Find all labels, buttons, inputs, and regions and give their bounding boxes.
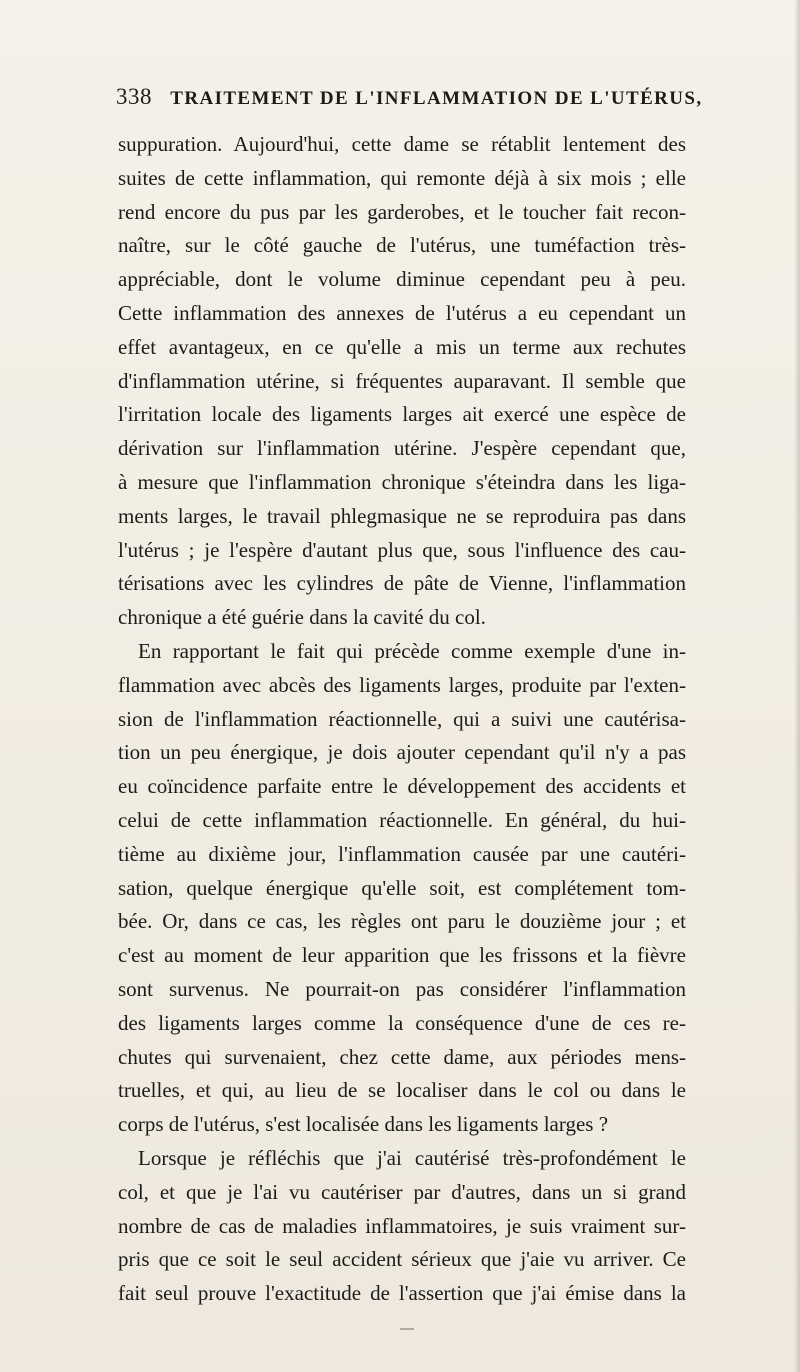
text-line: suites de cette inflammation, qui remonte déjà à six mois ; elle xyxy=(118,165,686,190)
text-line: ments larges, le travail phlegmasique ne se reproduira pas dans xyxy=(118,503,686,528)
text-line: celui de cette inflammation réactionnelle. En général, du hui- xyxy=(118,807,686,832)
text-line: corps de l'utérus, s'est localisée dans les ligaments larges ? xyxy=(118,1112,609,1137)
text-line: Lorsque je réfléchis que j'ai cautérisé très-profondément le xyxy=(138,1145,686,1170)
text-line: fait seul prouve l'exactitude de l'assertion que j'ai émise dans la xyxy=(118,1281,686,1306)
text-line: effet avantageux, en ce qu'elle a mis un terme aux rechutes xyxy=(118,334,686,359)
text-line: chutes qui survenaient, chez cette dame, aux périodes mens- xyxy=(118,1044,686,1069)
print-mark xyxy=(400,1328,414,1330)
text-line: flammation avec abcès des ligaments larges, produite par l'exten- xyxy=(118,672,686,697)
text-line: En rapportant le fait qui précède comme exemple d'une in- xyxy=(138,638,686,663)
page-header xyxy=(116,84,716,124)
text-line: bée. Or, dans ce cas, les règles ont paru le douzième jour ; et xyxy=(118,909,686,934)
body-text xyxy=(118,128,686,1311)
text-line: suppuration. Aujourd'hui, cette dame se rétablit lentement des xyxy=(118,132,686,156)
text-line: rend encore du pus par les garderobes, et le toucher fait recon- xyxy=(118,199,686,224)
text-line: col, et que je l'ai vu cautériser par d'autres, dans un si grand xyxy=(118,1179,686,1204)
page-edge-shadow xyxy=(794,0,800,1372)
text-line: térisations avec les cylindres de pâte de Vienne, l'inflammation xyxy=(118,571,686,596)
text-line: des ligaments larges comme la conséquence d'une de ces re- xyxy=(118,1010,686,1035)
text-line: c'est au moment de leur apparition que les frissons et la fièvre xyxy=(118,943,686,968)
text-line: à mesure que l'inflammation chronique s'éteindra dans les liga- xyxy=(118,469,686,494)
text-line: l'irritation locale des ligaments larges ait exercé une espèce de xyxy=(118,402,686,427)
text-line: dérivation sur l'inflammation utérine. J'espère cependant que, xyxy=(118,436,686,461)
text-line: eu coïncidence parfaite entre le développement des accidents et xyxy=(118,774,686,799)
text-line: sion de l'inflammation réactionnelle, qui a suivi une cautérisa- xyxy=(118,706,686,731)
text-line: appréciable, dont le volume diminue cependant peu à peu. xyxy=(118,267,686,292)
text-line: pris que ce soit le seul accident sérieux que j'aie vu arriver. Ce xyxy=(118,1247,686,1272)
text-line: l'utérus ; je l'espère d'autant plus que, sous l'influence des cau- xyxy=(118,537,686,562)
text-line: Cette inflammation des annexes de l'utérus a eu cependant un xyxy=(118,300,686,325)
text-line: nombre de cas de maladies inflammatoires, je suis vraiment sur- xyxy=(118,1213,686,1238)
text-line: truelles, et qui, au lieu de se localiser dans le col ou dans le xyxy=(118,1078,686,1103)
text-line: sation, quelque énergique qu'elle soit, est complétement tom- xyxy=(118,875,686,900)
text-line: chronique a été guérie dans la cavité du col. xyxy=(118,605,486,630)
running-title: TRAITEMENT DE L'INFLAMMATION DE L'UTÉRUS, xyxy=(170,88,703,109)
text-line: naître, sur le côté gauche de l'utérus, une tuméfaction très- xyxy=(118,233,686,258)
text-line: d'inflammation utérine, si fréquentes auparavant. Il semble que xyxy=(118,368,686,393)
text-line: tion un peu énergique, je dois ajouter cependant qu'il n'y a pas xyxy=(118,740,686,765)
page-number: 338 xyxy=(116,84,152,109)
text-line: sont survenus. Ne pourrait-on pas considérer l'inflammation xyxy=(118,976,686,1001)
text-line: tième au dixième jour, l'inflammation causée par une cautéri- xyxy=(118,841,686,866)
